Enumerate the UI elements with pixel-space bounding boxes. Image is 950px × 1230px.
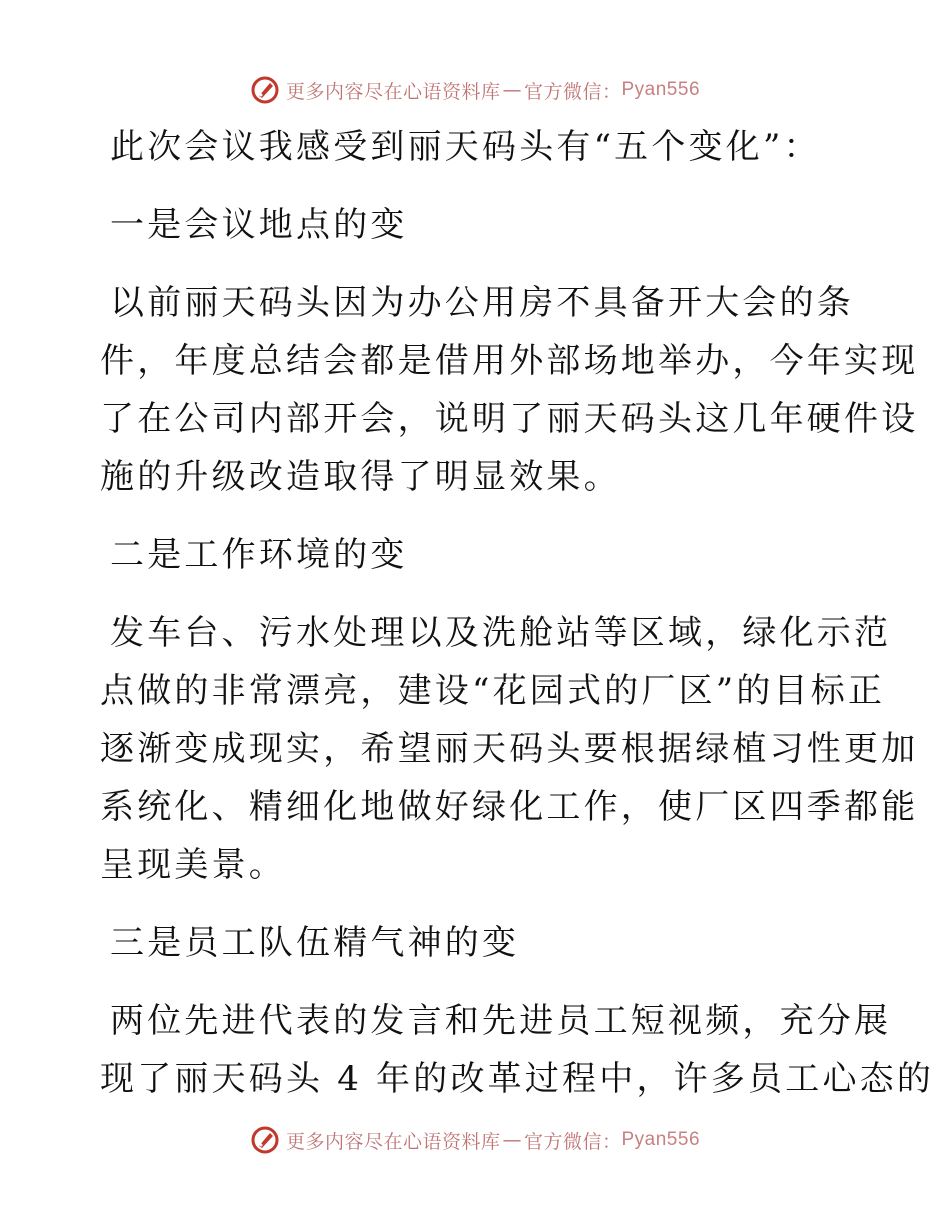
text-line: 逐渐变成现实，希望丽天码头要根据绿植习性更加	[100, 729, 919, 769]
watermark-wechat-label: 官方微信：	[523, 80, 622, 103]
watermark-wechat-label: 官方微信：	[523, 1130, 622, 1153]
text-line: 二是工作环境的变	[110, 535, 408, 575]
footer-watermark	[0, 1120, 950, 1160]
header-watermark	[0, 70, 950, 110]
text-line: 呈现美景。	[100, 845, 286, 885]
document-body	[100, 118, 935, 1108]
text-line: 系统化、精细化地做好绿化工作，使厂区四季都能	[100, 787, 919, 827]
section-heading	[100, 526, 852, 584]
watermark-text: 更多内容尽在心语资料库	[285, 1130, 501, 1153]
text-line: 发车台、污水处理以及洗舱站等区域，绿化示范	[110, 613, 892, 653]
pen-nib-circle-icon	[250, 1125, 280, 1155]
watermark-dash: —	[502, 1129, 522, 1151]
section-heading	[100, 196, 852, 254]
paragraph	[100, 118, 852, 176]
watermark-text: 更多内容尽在心语资料库	[285, 80, 501, 103]
paragraph	[100, 604, 919, 894]
pen-nib-circle-icon	[250, 75, 280, 105]
text-line: 件，年度总结会都是借用外部场地举办，今年实现	[100, 341, 919, 381]
text-line: 了在公司内部开会，说明了丽天码头这几年硬件设	[100, 399, 919, 439]
paragraph	[100, 992, 935, 1108]
text-line: 三是员工队伍精气神的变	[110, 923, 520, 963]
text-line: 以前丽天码头因为办公用房不具备开大会的条	[110, 283, 854, 323]
text-line: 此次会议我感受到丽天码头有“五个变化”：	[110, 127, 821, 167]
text-line: 一是会议地点的变	[110, 205, 408, 245]
text-line: 点做的非常漂亮，建设“花园式的厂区”的目标正	[100, 671, 886, 711]
text-line: 施的升级改造取得了明显效果。	[100, 457, 621, 497]
watermark-wechat-id: Pyan556	[621, 79, 701, 100]
paragraph	[100, 274, 919, 506]
text-line: 两位先进代表的发言和先进员工短视频，充分展	[110, 1001, 892, 1041]
watermark-wechat-id: Pyan556	[621, 1129, 701, 1150]
text-line: 现了丽天码头 4 年的改革过程中，许多员工心态的	[100, 1059, 935, 1099]
watermark-dash: —	[502, 79, 522, 101]
section-heading	[100, 914, 852, 972]
